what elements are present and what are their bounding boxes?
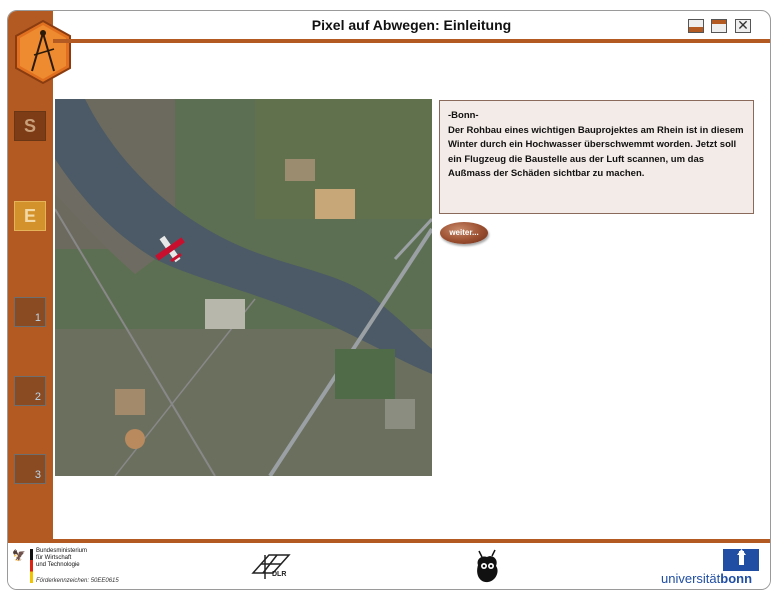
university-emblem-icon [723, 549, 759, 571]
nav-step-3-button[interactable] [14, 454, 46, 484]
intro-textbox [439, 100, 754, 214]
nav-step-label: 3 [34, 469, 41, 481]
nav-step-2-button[interactable] [14, 376, 46, 406]
minimize-icon[interactable] [688, 19, 704, 33]
dlr-logo [249, 551, 293, 583]
intro-heading: -Bonn- [448, 110, 479, 121]
funding-number: Förderkennzeichen: 50EE0615 [36, 578, 119, 584]
nav-step-1-button[interactable] [14, 297, 46, 327]
university-prefix: universität [661, 571, 721, 586]
university-logo [661, 549, 761, 587]
nav-step-label: 1 [34, 312, 41, 324]
footer [8, 543, 770, 589]
nav-step-label: 2 [34, 391, 41, 403]
intro-body: Der Rohbau eines wichtigen Bauprojektes am Rhein ist in diesem Winter durch ein Hochwasser überschwemmt worden. Jetzt soll ein Flugzeug die Baustelle aus der Luft scannen, um das Außmass der Schäden sichtbar zu machen. [448, 124, 744, 179]
dlr-icon [249, 551, 293, 583]
university-suffix: bonn [720, 571, 753, 586]
app-window [7, 10, 771, 590]
nav-s-button[interactable]: S [14, 111, 46, 141]
window-title: Pixel auf Abwegen: Einleitung [311, 17, 512, 33]
maximize-icon[interactable] [711, 19, 727, 33]
eagle-icon: 🦅 [12, 550, 26, 562]
weiter-button[interactable]: weiter... [440, 222, 488, 244]
ministry-name: Bundesministerium für Wirtschaft und Technologie [36, 548, 88, 568]
bmwi-logo [12, 547, 132, 587]
german-flag-icon [30, 549, 33, 583]
mascot-icon [474, 549, 500, 585]
nav-e-button[interactable]: E [14, 201, 46, 231]
dlr-label: DLR [272, 571, 287, 578]
title-divider [53, 39, 770, 43]
close-icon[interactable]: ✕ [735, 19, 751, 33]
university-name [661, 571, 752, 586]
aerial-photo [55, 99, 432, 476]
